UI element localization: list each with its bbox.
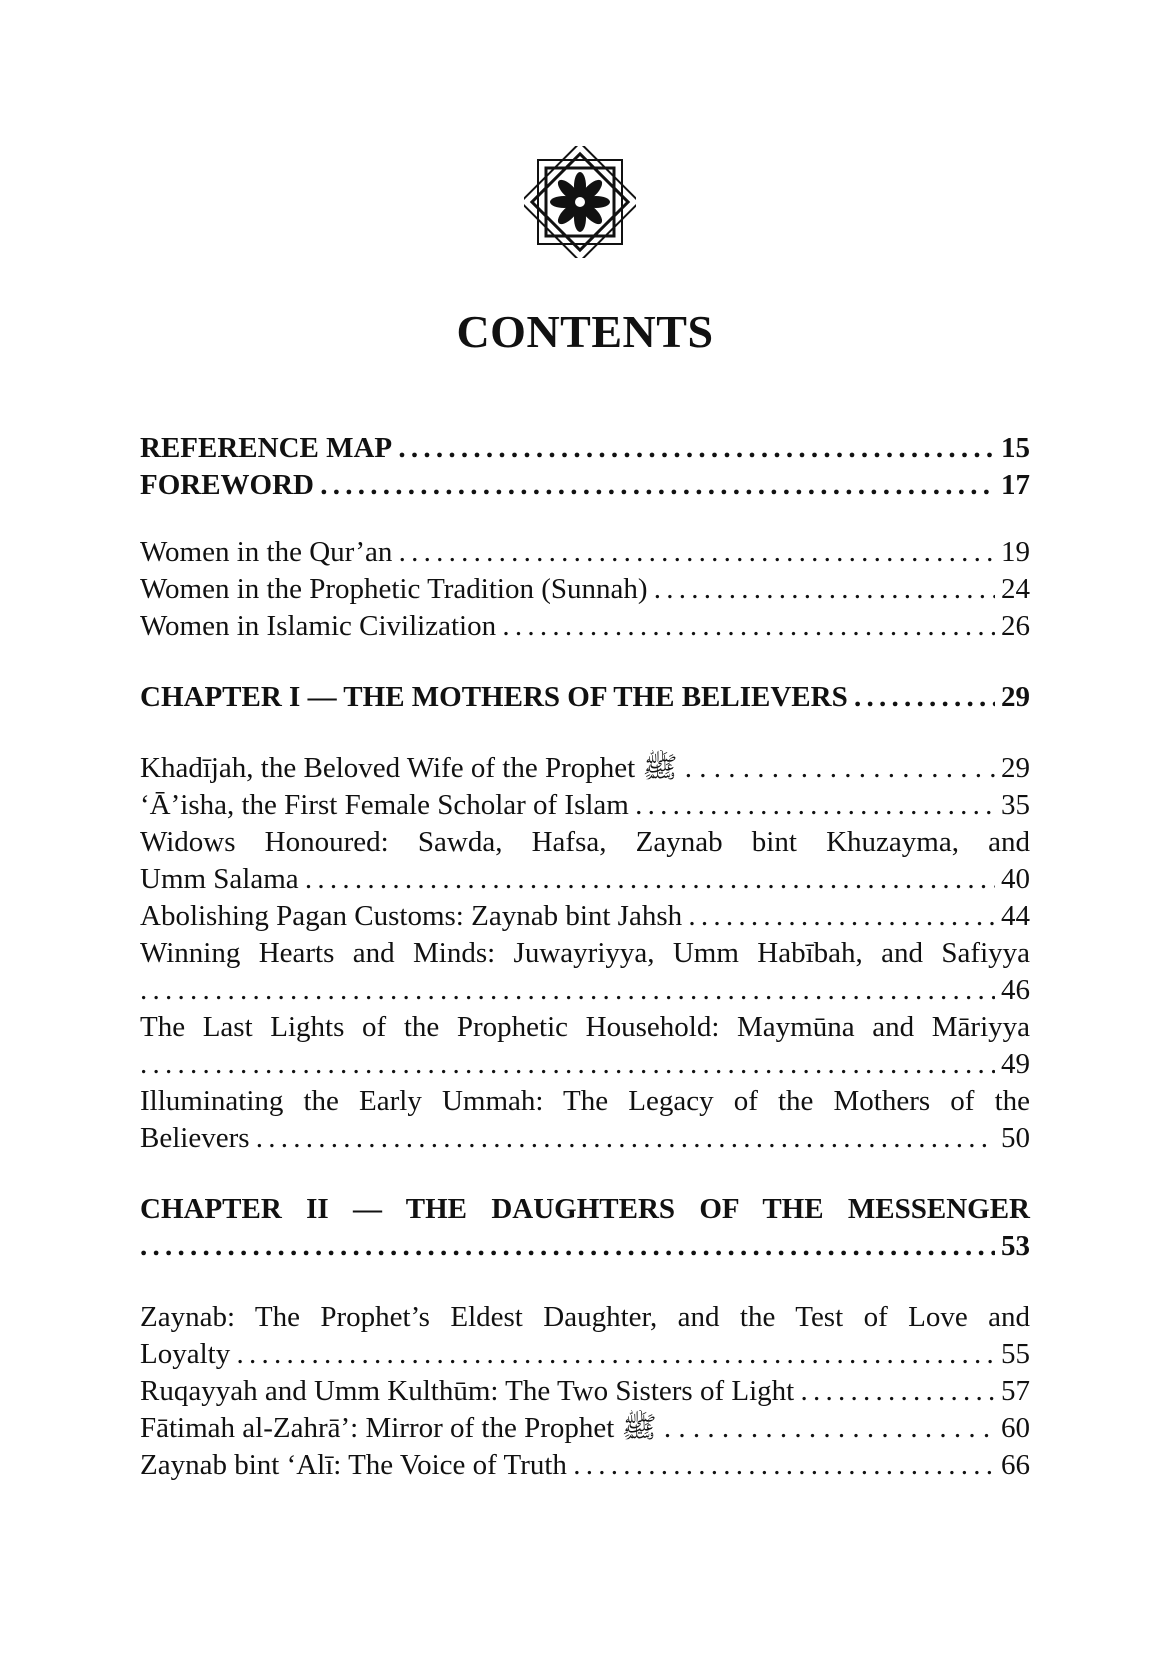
table-of-contents xyxy=(140,430,1030,1484)
entry-page: 46 xyxy=(1001,974,1030,1006)
entry-page: 55 xyxy=(1001,1338,1030,1370)
entry-title-line1: The Last Lights of the Prophetic Household: Maymūna and Māriyya xyxy=(140,1011,1030,1043)
page-title: CONTENTS xyxy=(456,306,714,357)
entry-title-line1: Zaynab: The Prophet’s Eldest Daughter, and the Test of Love and xyxy=(140,1301,1030,1333)
entry-page: 44 xyxy=(1001,900,1030,932)
entry-page: 60 xyxy=(1001,1412,1030,1444)
entry-page: 24 xyxy=(1001,573,1030,605)
toc-entry-foreword[interactable] xyxy=(140,467,1030,504)
toc-entry-khadijah[interactable] xyxy=(140,750,1030,787)
entry-leader xyxy=(140,972,995,1009)
entry-title: REFERENCE MAP . . . xyxy=(140,430,995,467)
entry-page: 57 xyxy=(1001,1375,1030,1407)
entry-title-line1: CHAPTER II — THE DAUGHTERS OF THE MESSENGER xyxy=(140,1193,1030,1225)
entry-title: Zaynab bint ‘Alī: The Voice of Truth . . . xyxy=(140,1447,995,1484)
toc-entry-ruqayyah[interactable] xyxy=(140,1373,1030,1410)
entry-page: 66 xyxy=(1001,1449,1030,1481)
entry-page: 26 xyxy=(1001,610,1030,642)
toc-entry-zaynab[interactable] xyxy=(140,1299,1030,1373)
entry-title-line2: Believers . . . xyxy=(140,1120,995,1157)
toc-entry-last-lights[interactable] xyxy=(140,1009,1030,1083)
entry-title-line1: Widows Honoured: Sawda, Hafsa, Zaynab bint Khuzayma, and xyxy=(140,826,1030,858)
entry-page: 35 xyxy=(1001,789,1030,821)
entry-page: 19 xyxy=(1001,536,1030,568)
entry-page: 29 xyxy=(1001,752,1030,784)
toc-entry-widows[interactable] xyxy=(140,824,1030,898)
entry-page: 53 xyxy=(1001,1230,1030,1262)
toc-entry-chapter-2[interactable] xyxy=(140,1191,1030,1265)
entry-page: 17 xyxy=(1001,469,1030,501)
entry-leader xyxy=(140,1228,995,1265)
star-ornament-icon xyxy=(524,146,636,258)
entry-title: Abolishing Pagan Customs: Zaynab bint Jahsh . . . xyxy=(140,898,995,935)
toc-entry-fatimah[interactable] xyxy=(140,1410,1030,1447)
toc-entry-winning-hearts[interactable] xyxy=(140,935,1030,1009)
entry-title-line2: Loyalty . . . xyxy=(140,1336,995,1373)
toc-entry-illuminating[interactable] xyxy=(140,1083,1030,1157)
toc-entry-aisha[interactable] xyxy=(140,787,1030,824)
entry-title: Women in the Qur’an . . . xyxy=(140,534,995,571)
toc-entry-women-civilization[interactable] xyxy=(140,608,1030,645)
entry-title: FOREWORD . . . xyxy=(140,467,995,504)
entry-title: Women in the Prophetic Tradition (Sunnah) . . . xyxy=(140,571,995,608)
entry-title: Ruqayyah and Umm Kulthūm: The Two Sisters of Light . . . xyxy=(140,1373,995,1410)
toc-entry-zaynab-bint-ali[interactable] xyxy=(140,1447,1030,1484)
toc-entry-abolishing[interactable] xyxy=(140,898,1030,935)
entry-title: Fātimah al-Zahrā’: Mirror of the Prophet ﷺ . . . xyxy=(140,1410,995,1447)
entry-title: ‘Ā’isha, the First Female Scholar of Islam . . . xyxy=(140,787,995,824)
entry-title: Women in Islamic Civilization . . . xyxy=(140,608,995,645)
entry-page: 29 xyxy=(1001,681,1030,713)
entry-page: 40 xyxy=(1001,863,1030,895)
entry-leader xyxy=(140,1046,995,1083)
entry-title: CHAPTER I — THE MOTHERS OF THE BELIEVERS . . . xyxy=(140,679,995,716)
entry-title-line1: Winning Hearts and Minds: Juwayriyya, Umm Habībah, and Safiyya xyxy=(140,937,1030,969)
entry-page: 50 xyxy=(1001,1122,1030,1154)
toc-entry-reference-map[interactable] xyxy=(140,430,1030,467)
toc-entry-women-sunnah[interactable] xyxy=(140,571,1030,608)
toc-entry-women-quran[interactable] xyxy=(140,534,1030,571)
entry-page: 49 xyxy=(1001,1048,1030,1080)
entry-title-line2: Umm Salama . . . xyxy=(140,861,995,898)
entry-title-line1: Illuminating the Early Ummah: The Legacy of the Mothers of the xyxy=(140,1085,1030,1117)
entry-title: Khadījah, the Beloved Wife of the Prophet ﷺ . . . xyxy=(140,750,995,787)
toc-entry-chapter-1[interactable] xyxy=(140,679,1030,716)
entry-page: 15 xyxy=(1001,432,1030,464)
